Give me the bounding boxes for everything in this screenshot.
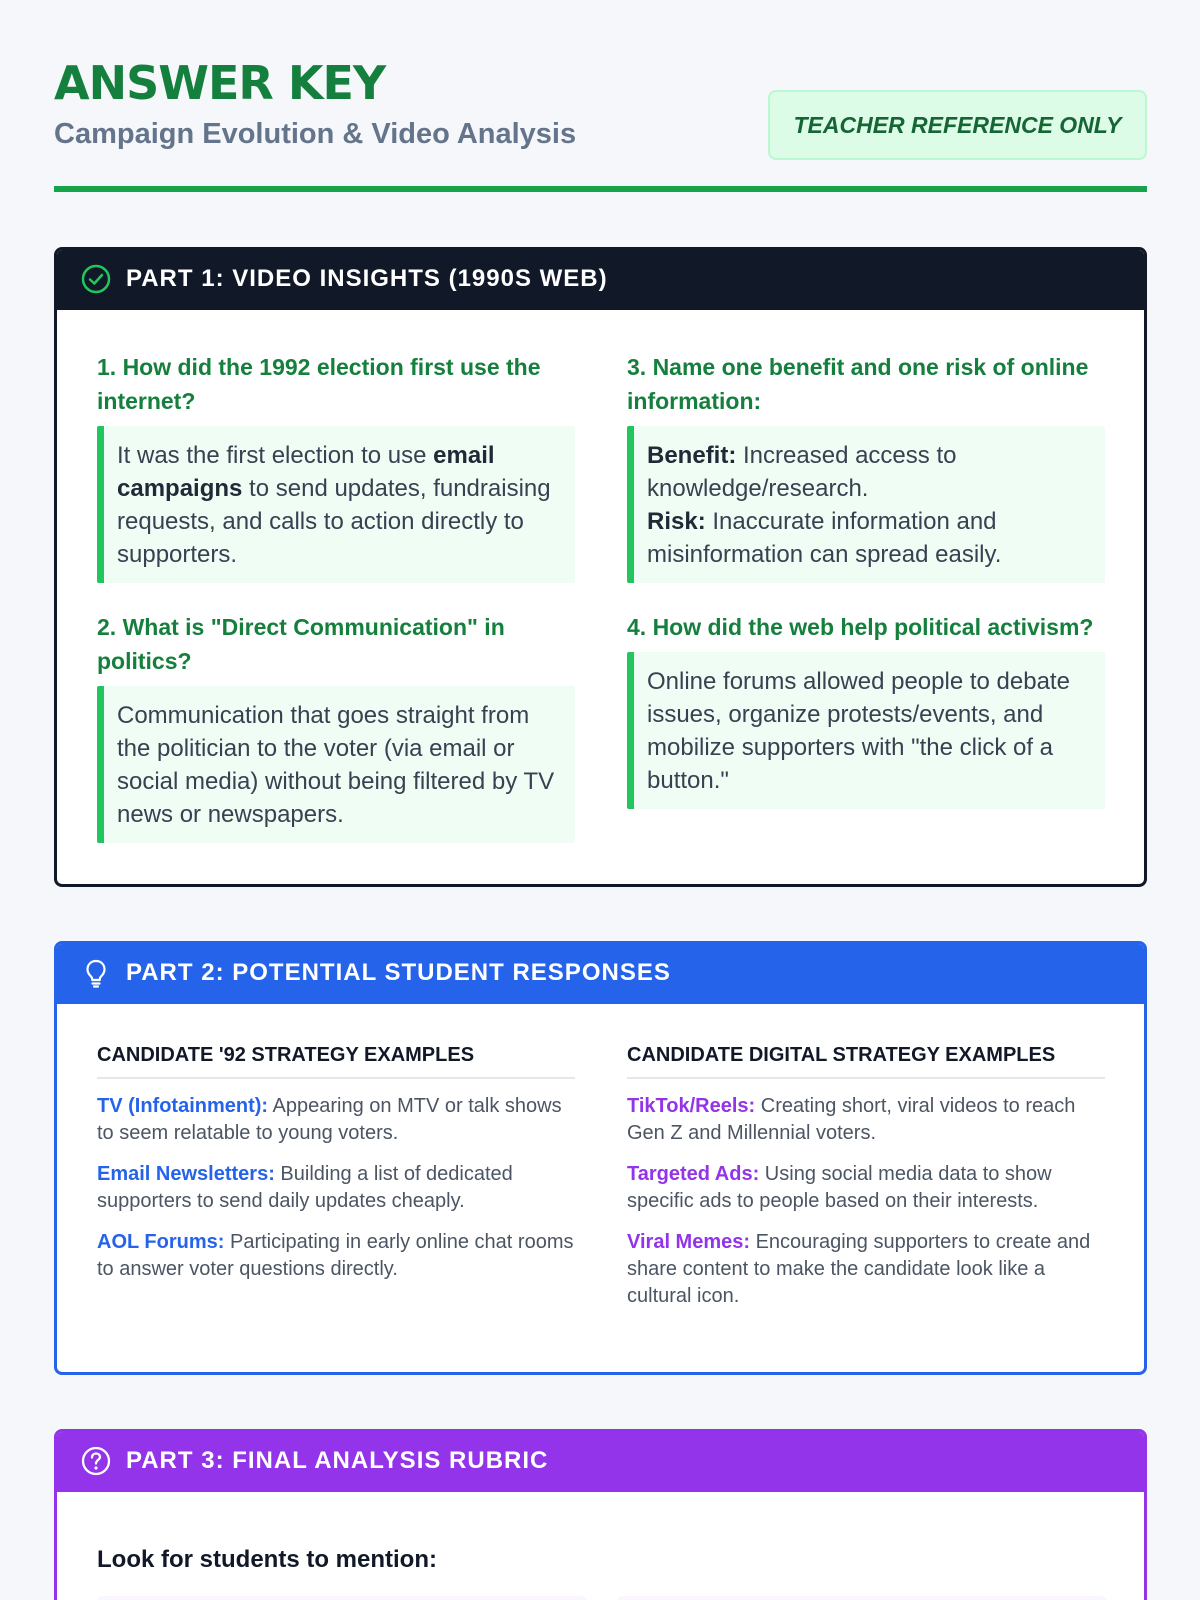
- page-subtitle: Campaign Evolution & Video Analysis: [54, 118, 577, 150]
- response-item: [97, 1229, 575, 1283]
- part2-section: [54, 941, 1147, 1375]
- part1-header: [54, 247, 1147, 310]
- response-text: Appearing on MTV or talk shows to seem relatable to young voters.: [97, 1095, 562, 1144]
- answer-box: [627, 426, 1105, 583]
- benefit-label: Benefit:: [647, 442, 737, 469]
- answer-box: [97, 426, 575, 583]
- question-2: [97, 610, 575, 843]
- answer-box: Online forums allowed people to debate issues, organize protests/events, and mobilize supporters with "the click of a button.": [627, 652, 1105, 809]
- question-text: 3. Name one benefit and one risk of online information:: [627, 354, 1089, 414]
- question-text: 2. What is "Direct Communication" in politics?: [97, 614, 505, 674]
- response-key: Targeted Ads:: [627, 1163, 760, 1185]
- response-text: Building a list of dedicated supporters to send daily updates cheaply.: [97, 1163, 513, 1212]
- response-text: Using social media data to show specific ads to people based on their interests.: [627, 1163, 1052, 1212]
- response-text: Encouraging supporters to create and share content to make the candidate look like a cultural icon.: [627, 1231, 1091, 1307]
- rubric-card: [617, 1596, 1107, 1600]
- response-text: Creating short, viral videos to reach Gen Z and Millennial voters.: [627, 1095, 1076, 1144]
- answer-key-page: [54, 0, 1147, 1573]
- part3-title: PART 3: FINAL ANALYSIS RUBRIC: [126, 1446, 549, 1474]
- answer-text: to send updates, fundraising requests, and calls to action directly to supporters.: [117, 475, 551, 568]
- look-for-heading: Look for students to mention:: [97, 1546, 437, 1573]
- answer-text: It was the first election to use: [117, 442, 434, 469]
- answer-emphasis: email campaigns: [117, 442, 495, 502]
- strategy-92-column: [97, 1044, 575, 1283]
- response-key: TV (Infotainment):: [97, 1095, 269, 1117]
- question-text: 4. How did the web help political activism?: [627, 614, 1094, 640]
- column-title: CANDIDATE '92 STRATEGY EXAMPLES: [97, 1044, 575, 1079]
- part1-section: [54, 247, 1147, 887]
- check-circle-icon: [80, 263, 112, 295]
- question-circle-icon: [80, 1445, 112, 1477]
- digital-strategy-column: [627, 1044, 1105, 1310]
- benefit-text: Increased access to knowledge/research.: [647, 442, 957, 502]
- header-divider: [54, 186, 1147, 192]
- response-item: [627, 1161, 1105, 1215]
- risk-label: Risk:: [647, 508, 706, 535]
- part3-header: [54, 1429, 1147, 1492]
- answer-box: Communication that goes straight from the politician to the voter (via email or social media) without being filtered by TV news or newspapers.: [97, 686, 575, 843]
- part1-title: PART 1: VIDEO INSIGHTS (1990S WEB): [126, 264, 608, 292]
- question-4: [627, 610, 1105, 809]
- lightbulb-icon: [80, 957, 112, 989]
- question-1: [97, 350, 575, 583]
- header: [54, 0, 1147, 195]
- question-text: 1. How did the 1992 election first use the internet?: [97, 354, 541, 414]
- rubric-card: [97, 1596, 587, 1600]
- part2-title: PART 2: POTENTIAL STUDENT RESPONSES: [126, 958, 671, 986]
- response-key: Viral Memes:: [627, 1231, 751, 1253]
- response-item: [97, 1093, 575, 1147]
- risk-text: Inaccurate information and misinformation can spread easily.: [647, 508, 1002, 568]
- column-title: CANDIDATE DIGITAL STRATEGY EXAMPLES: [627, 1044, 1105, 1079]
- response-item: [627, 1093, 1105, 1147]
- response-key: TikTok/Reels:: [627, 1095, 756, 1117]
- response-item: [97, 1161, 575, 1215]
- question-3: [627, 350, 1105, 583]
- response-text: Participating in early online chat rooms to answer voter questions directly.: [97, 1231, 574, 1280]
- part2-header: [54, 941, 1147, 1004]
- part3-section: [54, 1429, 1147, 1600]
- response-key: Email Newsletters:: [97, 1163, 275, 1185]
- response-item: [627, 1229, 1105, 1310]
- teacher-reference-badge: TEACHER REFERENCE ONLY: [768, 90, 1147, 160]
- response-key: AOL Forums:: [97, 1231, 225, 1253]
- page-title: ANSWER KEY: [54, 56, 386, 110]
